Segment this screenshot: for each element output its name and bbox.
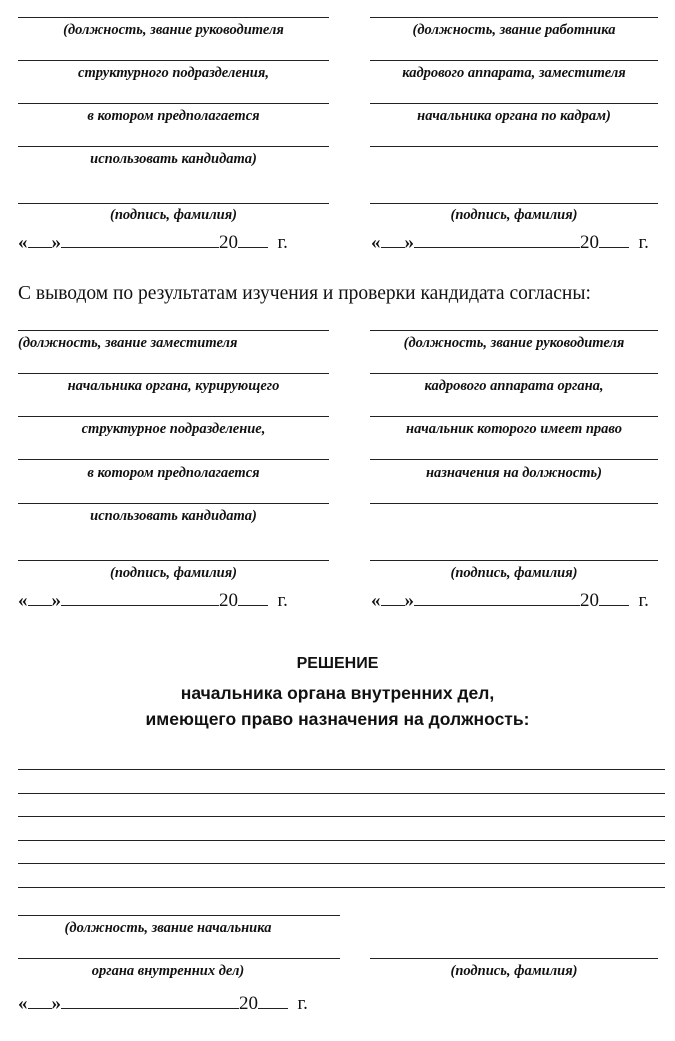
signature-line xyxy=(18,915,340,916)
signature-line xyxy=(370,146,658,147)
caption-text: начальника органа, курирующего xyxy=(67,378,280,394)
date-field: « » 20 г. xyxy=(18,232,288,253)
caption-text: структурного подразделения, xyxy=(78,65,269,81)
date-field: « » 20 г. xyxy=(371,590,649,611)
caption-text: в котором предполагается xyxy=(87,108,260,124)
signature-caption: (подпись, фамилия) xyxy=(450,565,578,581)
decision-subtitle: начальника органа внутренних дел, xyxy=(180,683,495,703)
caption-text: начальник которого имеет право xyxy=(406,421,622,437)
signature-line xyxy=(18,330,329,331)
caption-text: (должность, звание начальника xyxy=(64,920,272,936)
signature-line xyxy=(18,373,329,374)
decision-subtitle: имеющего право назначения на должность: xyxy=(145,709,530,729)
caption-text: кадрового аппарата органа, xyxy=(424,378,604,394)
caption-text: органа внутренних дел) xyxy=(91,963,245,979)
caption-text: начальника органа по кадрам) xyxy=(417,108,611,124)
signature-line xyxy=(18,459,329,460)
signature-line xyxy=(370,203,658,204)
signature-line xyxy=(370,103,658,104)
signature-line xyxy=(370,60,658,61)
signature-caption: (подпись, фамилия) xyxy=(109,207,238,223)
caption-text: (должность, звание заместителя xyxy=(18,335,238,351)
caption-text: назначения на должность) xyxy=(425,465,603,481)
signature-line xyxy=(18,503,329,504)
signature-line xyxy=(18,958,340,959)
caption-text: использовать кандидата) xyxy=(90,508,257,524)
signature-line xyxy=(370,958,658,959)
conclusion-statement: С выводом по результатам изучения и проверки кандидата согласны: xyxy=(18,283,591,304)
signature-line xyxy=(370,416,658,417)
date-field: « » 20 г. xyxy=(18,590,288,611)
decision-text-line xyxy=(18,769,665,770)
signature-line xyxy=(370,330,658,331)
date-field: « » 20 г. xyxy=(371,232,649,253)
decision-text-line xyxy=(18,816,665,817)
signature-line xyxy=(18,203,329,204)
signature-caption: (подпись, фамилия) xyxy=(109,565,238,581)
caption-text: кадрового аппарата, заместителя xyxy=(402,65,626,81)
caption-text: в котором предполагается xyxy=(87,465,260,481)
signature-caption: (подпись, фамилия) xyxy=(450,207,578,223)
signature-line xyxy=(370,373,658,374)
signature-caption: (подпись, фамилия) xyxy=(450,963,578,979)
signature-line xyxy=(18,103,329,104)
signature-line xyxy=(18,416,329,417)
caption-text: использовать кандидата) xyxy=(90,151,257,167)
signature-line xyxy=(370,459,658,460)
signature-line xyxy=(370,17,658,18)
caption-text: (должность, звание руководителя xyxy=(63,22,284,38)
decision-text-line xyxy=(18,887,665,888)
signature-line xyxy=(18,560,329,561)
signature-line xyxy=(18,17,329,18)
signature-line xyxy=(18,146,329,147)
decision-text-line xyxy=(18,840,665,841)
decision-text-line xyxy=(18,863,665,864)
date-field: « » 20 г. xyxy=(18,993,308,1014)
signature-line xyxy=(370,560,658,561)
signature-line xyxy=(18,60,329,61)
caption-text: (должность, звание руководителя xyxy=(403,335,625,351)
decision-title: РЕШЕНИЕ xyxy=(296,655,379,672)
signature-line xyxy=(370,503,658,504)
decision-text-line xyxy=(18,793,665,794)
caption-text: структурное подразделение, xyxy=(81,421,266,437)
caption-text: (должность, звание работника xyxy=(412,22,616,38)
